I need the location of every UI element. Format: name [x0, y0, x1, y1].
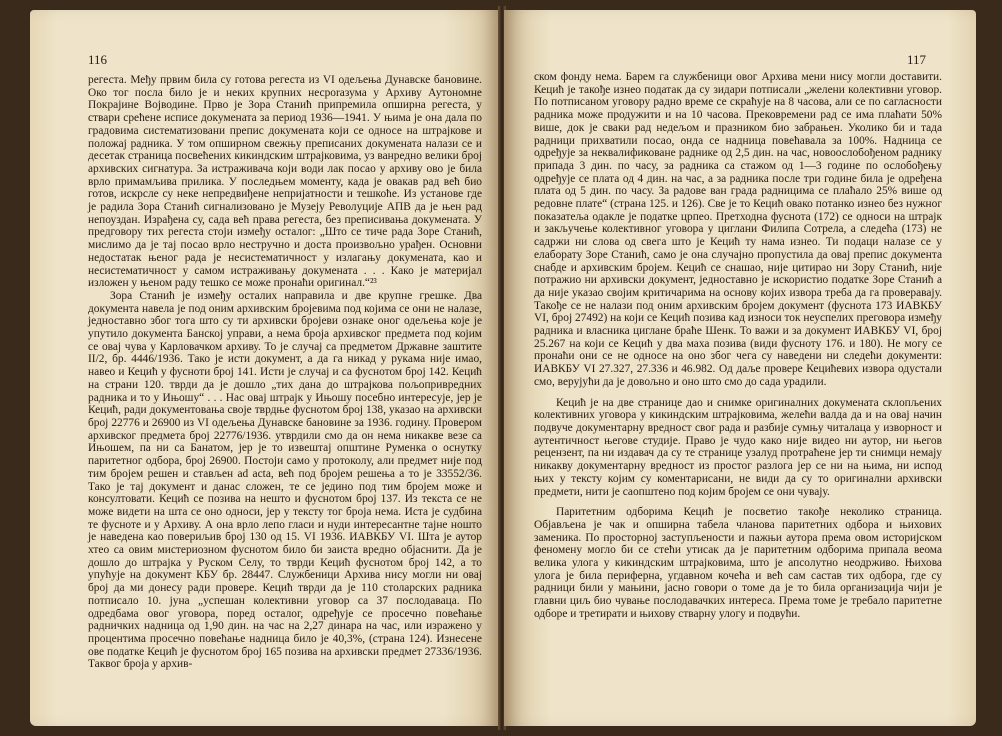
page-number-left: 116: [88, 52, 108, 67]
right-page: [504, 10, 976, 726]
left-page: [30, 10, 500, 726]
paragraph: Кецић је на две странице дао и снимке оригиналних докумената склопљених колективних уговора у кикиндским штрајковима, желећи валда да и на овај начин подвуче документарну вредност свог рада и разбије сумњу читалаца у изворност и аутентичност његове студије. Право је чудо како није видео ни аутор, ни његов рецензент, па ни издавач да су те странице узалуд протраћене јер ти снимци немају никакву документарну вредност из простог разлога јер се ни на њима, ни испод њих у тексту којим су коментарисани, не види да су то оригинални архивски предмети, нити је саопштено под којим бројем се они чувају.: [534, 396, 942, 498]
page-number-right: 117: [906, 52, 926, 67]
paragraph: регеста. Међу првим била су готова регеста из VI одељења Дунавске бановине. Око тог посла било је и неких крупних несporазума у Архиву Аутономне Покрајине Војводине. Прво је Зора Станић припремила опширна регеста, у ствари срећене исписе докумената за период 1936—1941. У њима је она дала по градовима систематизовани препис докумената који се односе на штрајкове и положај радника. У том опширном свежњу преписаних докумената налази се и десетак страница посвећених кикиндским штрајковима, уз ванредно велики број архивских сигнатура. За истраживача који води лак посао у архиву ово је била врло примамљива прилика. У последњем моменту, када је овакав рад већ био готов, искрсле су неке непредвиђене неприjатности и тешкоће. Из установе где је радила Зора Станић сигнализовано је Музеју Револуције АПВ да је њен рад непоуздан. Израђена су, сада већ права регеста, без преписивања докумената. У предговору тих регеста стоји између осталог: „Што се тиче рада Зоре Станић, мислимо да је тај посао врло нестручно и доста произвољно урађен. Основни недостатак њеног рада је несистематичност у излагању докумената, као и несистематичност у самом истраживању докумената . . . Како је материјал изложен у њеном раду тешко се може пронаћи оригинал.“²³: [88, 74, 482, 290]
right-page-text: [534, 71, 942, 621]
left-page-text: [88, 74, 482, 671]
paragraph: Паритетним одборима Кецић је посветио такође неколико страница. Објављена је чак и опширна табела чланова паритетних одбора и њихових заменика. По просторној заступљености и пажњи аутора према овом историјском феномену могло би се стећи утисак да је паритетним одборима припала веома велика улога у кикиндским штрајковима, што је апсолутно неодрживо. Њихова улога је била периферна, угдавном кочећа и већ сам састав тих одбора, где су радници били у мањини, јасно говори о томе да је то била организација чији је главни циљ био чување послодавачких интереса. Према томе је требало паритетне одборе и третирати и њихову стварну улогу и подвући.: [534, 506, 942, 620]
paragraph: Зора Станић је између осталих направила и две крупне грешке. Два документа навела је под оним архивским бројевима под којима се они не налазе, једноставно због тога што су ти архивски бројеви ознаке оног одељења које је упутило документа Банској управи, а нема броја архивског предмета под којим се овај чува у Карловачком архиву. То је случај са предметом Државне заштите II/2, бр. 4446/1936. Тако је исти документ, а да га никад у рукама није имао, навео и Кецић у фусноти број 141. Исти је случај и са фуснотом број 142. Кецић на страни 120. тврди да је дошло „тих дана до штрајкова пољопривредних радника и то у Ињошу“ . . . Нас овај штрајк у Ињошу посебно интересује, јер је Кецић, ради документовања своје тврдње фуснотом број 138, указао на архивски број 22776 и 26900 из VI одељења Дунавске бановине за 1936. годину. Провером архивског предмета број 22776/1936. утврдили смо да он нема никакве везе са Ињошем, па ни са Банатом, јер је то извештај општине Руменка о оснутку паритетног одбора, број 26900. Постоји само у протоколу, али предмет није под тим бројем решен и стављен ad acta, већ под бројем решења а то је 33552/36. Тако је тај документ и данас сложен, те се једино под тим бројем може и консултовати. Кецић се позива на нешто и фуснотом број 137. Из текста се не може видети на шта се оно односи, јер у тексту тог броја нема. Иста је судбина те фусноте и у Архиву. А она врло лепо гласи и нуди интересантне тајне ношто је наведена као повериљив број 130 од 15. VI 1936. ИАВКБУ VI. Шта је аутор хтео са овим мистериозном фуснотом било би заиста вредно објаснити. Да је дошло до штрајка у Руском Селу, то тврди Кецић фуснотом број 142, а то упућује на документ КБУ бр. 28447. Службеници Архива нису могли ни овај број да ми донесу ради провере. Кецић тврди да је 110 столарских радника потписало 10. јуна „успешан колективни уговор са 37 послодаваца. По одредбама овог уговора, поред осталог, одређује се просечно повећање радничких надница од 1,90 дин. на час на 2,27 динара на час, или изражено у процентима просечно повећање надница било је 40,3%, (страна 124). Изнесене ове податке Кецић је фуснотом број 165 позива на архивски предмет 27336/1936. Таквог броја у архив-: [88, 289, 482, 671]
paragraph: ском фонду нема. Барем га службеници овог Архива мени нису могли доставити. Кецић је такође изнео податак да су зидари потписали „желени колективни уговор. По потписаном уговору радно време се скраћује на 8 часова, али се по сагласности радника може продужити и на 10 часова. Прековремени рад се има плаћати 50% више, док је сваки рад недељом и празником био забрањен. Уколико би и тада радници прихватили посао, онда се надница повећавала за 100%. Надница се одређује за неквалификоване раднике од 2,5 дин. на час, новоослобођеном раднику припада 3 дин. по часу, за радника са стажом од 1—3 године по ослобођењу одређује се плата од 4 дин. на час, а за радника после три године била је одређена плата од 5 дин. по часу. За радове ван града радницима се плаћало 25% више од редовне плате“ (страна 125. и 126). Све је то Кецић овако потанко изнео без нужног показатеља одакле је податке црпео. Претходна фуснота (172) се односи на штрајк и закључење колективног уговора у циглани Филипа Сотрела, а следећа (173) не садржи ни слова од свега што је Кецић ту нама изнео. Ти подаци налазе се у елаборату Зоре Станић, само је она случајно пропустила да овај препис документа снабде и архивским бројем. Кецић се снашао, није цитирао ни Зору Станић, није потражио ни архивски документ, једноставно је искористио податке Зоре Станић а да није указао својим критичарима на основу којих извора треба да га проверавају. Такође се не налази под оним архивским бројем документ (фуснота 173 ИАВКБУ VI, број 27492) на који се Кецић позива кад износи ток неуспелих преговора између радника и власника циглане браће Шенк. То важи и за документ ИАВКБУ VI, број 25.267 на који се Кецић у два маха позива (види фусноту 176. и 180). Не могу се пронаћи они се не односе на оно због чега су наведени ни следећи документи: ИАВКБУ VI 27.327, 27.336 и 46.982. Од даље провере Кецићевих извора одустали смо, верујући да је довољно и оно што смо до сада урадили.: [534, 71, 942, 388]
